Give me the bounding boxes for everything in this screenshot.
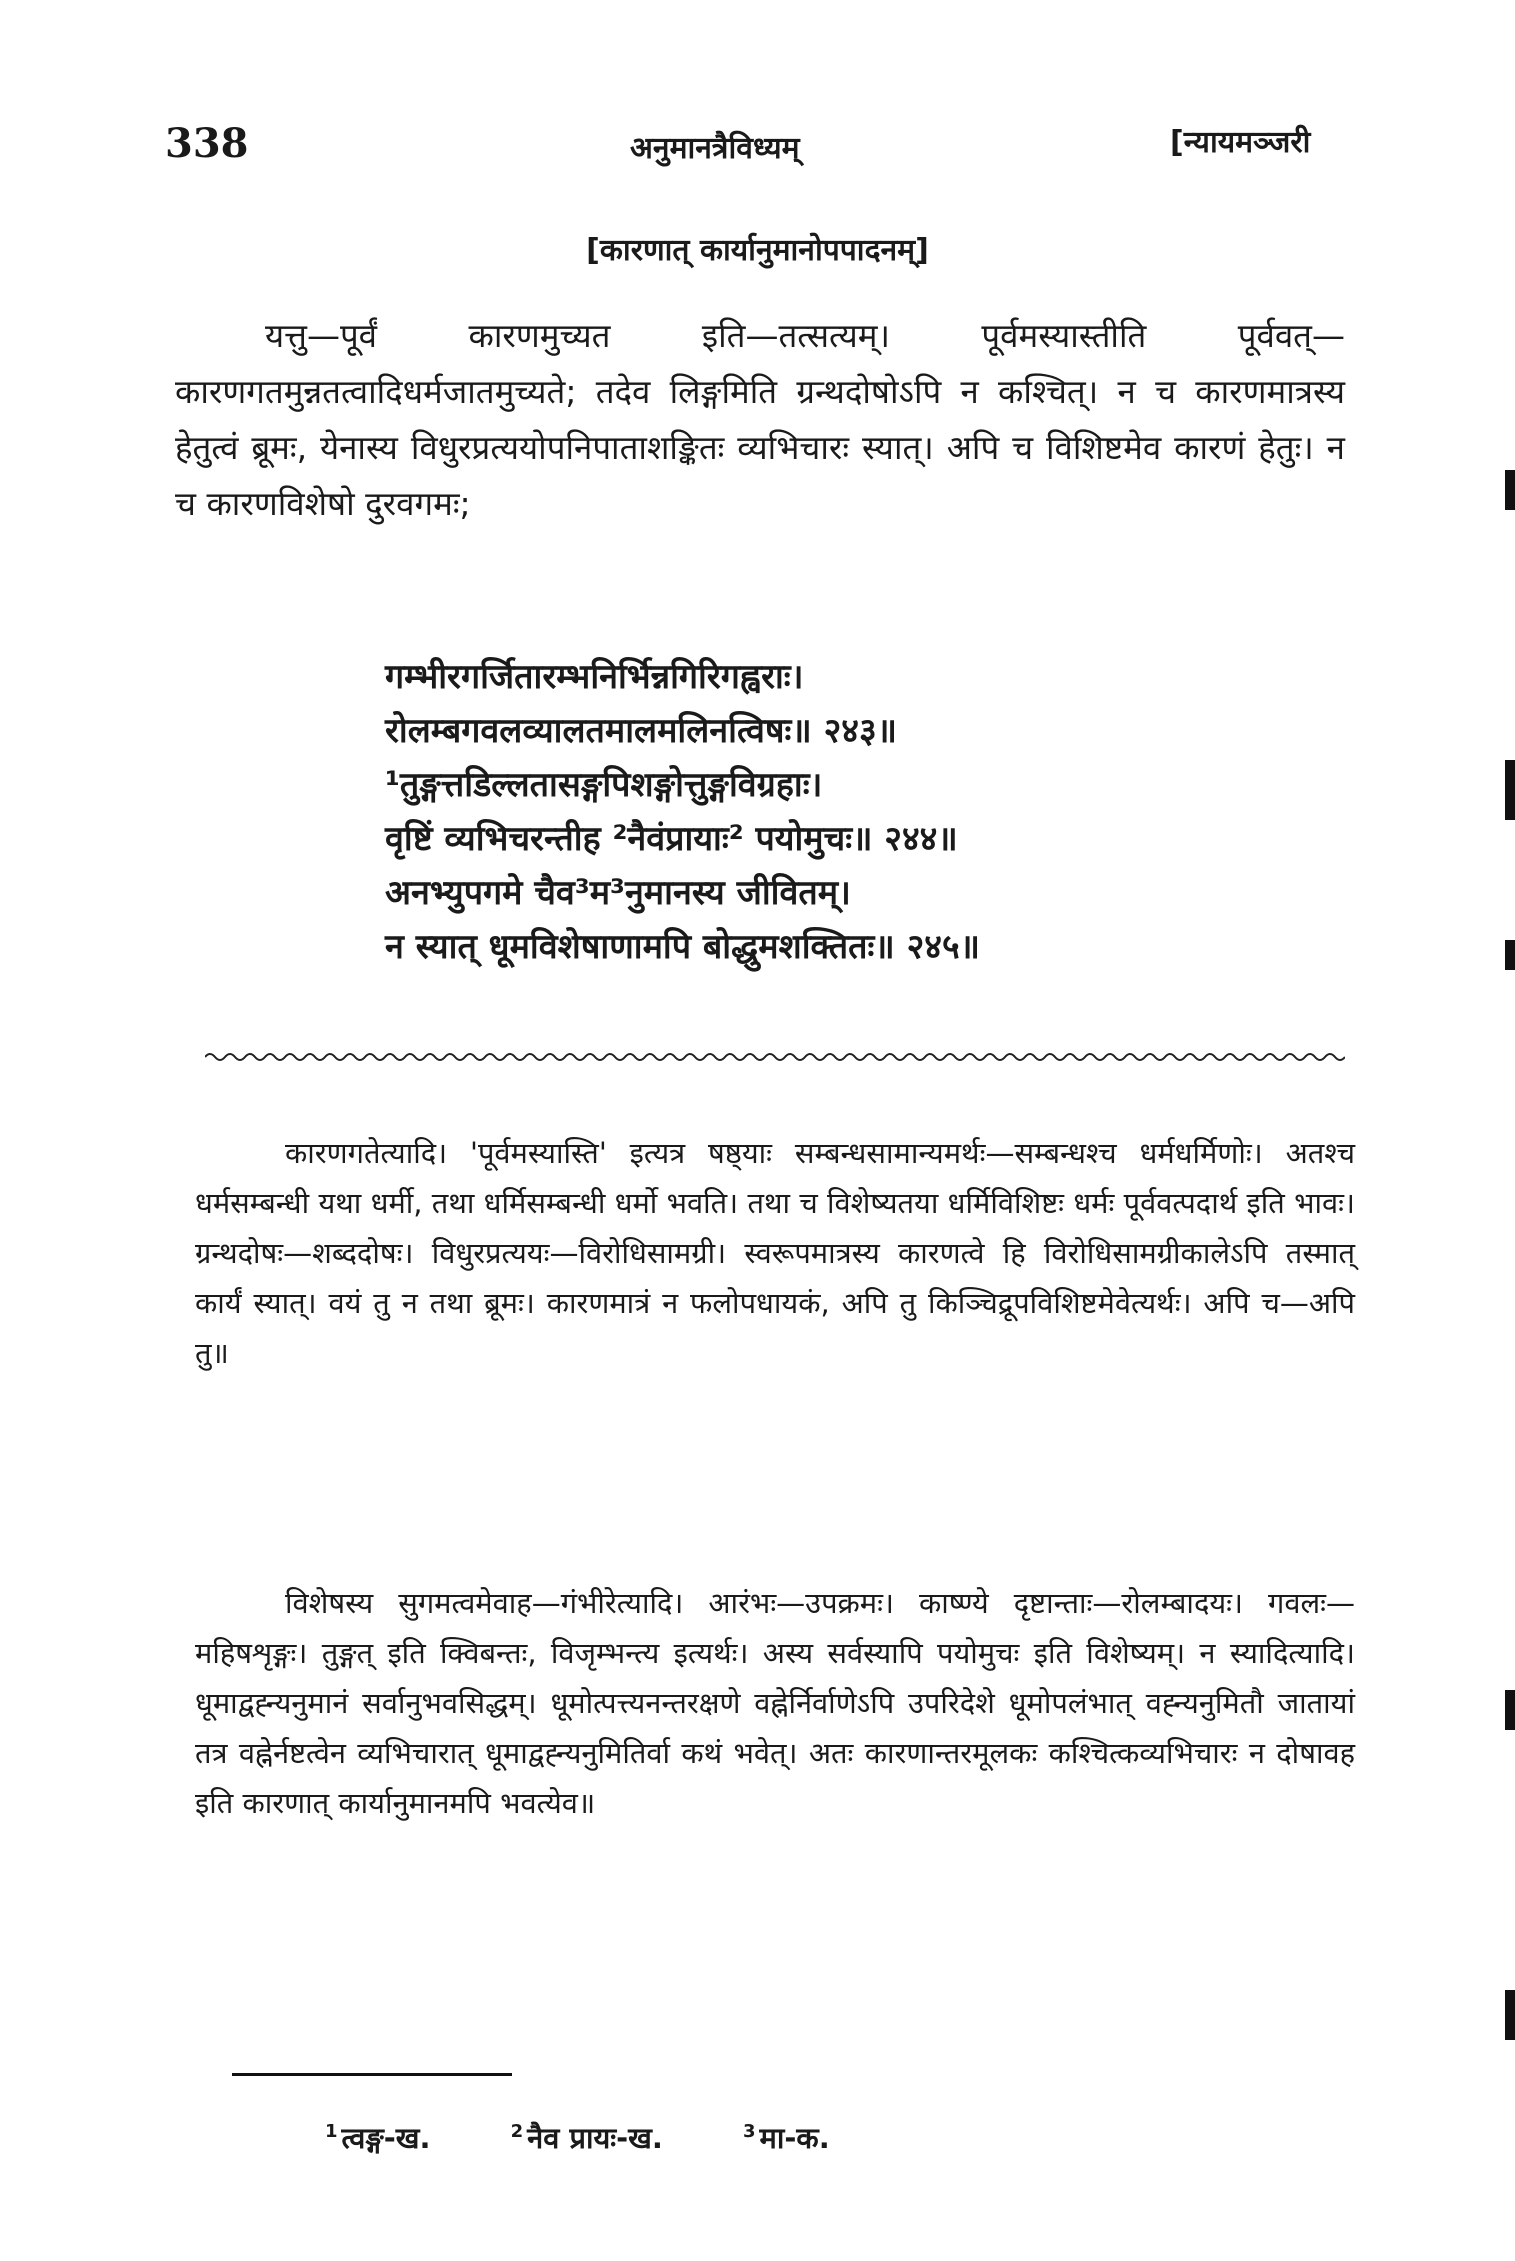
page-header [0,120,1515,180]
scan-edge-mark [1505,470,1515,510]
commentary-paragraph [195,1128,1355,1378]
section-heading: [कारणात् कार्यानुमानोपपादनम्] [586,233,929,268]
scan-edge-mark [1505,1690,1515,1730]
verse-block [385,650,1345,974]
scan-edge-mark [1505,760,1515,820]
verse-line: रोलम्बगवलव्यालतमालमलिनत्विषः॥ २४३॥ [385,711,898,751]
footnote-rule [232,2073,512,2076]
scan-edge-mark [1505,1990,1515,2040]
verse-line: अनभ्युपगमे चैव³म³नुमानस्य जीवितम्। [385,873,851,913]
running-title: अनुमानत्रैविध्यम् [630,131,800,166]
verse-line: ¹तुङ्गत्तडिल्लतासङ्गपिशङ्गोत्तुङ्गविग्रहाः। [385,765,823,805]
main-text-paragraph [175,308,1345,532]
page-number: 338 [165,120,249,167]
footnote: $^1$ त्वङ्ग-ख. [325,2121,431,2155]
commentary-text: विशेषस्य सुगमत्वमेवाह—गंभीरेत्यादि। आरंभः—उपक्रमः। काष्ण्ये दृष्टान्ताः—रोलम्बादयः। गवलः—महिषशृङ्गः। तुङ्गत् इति क्विबन्तः, विजृम्भन्त्य इत्यर्थः। अस्य सर्वस्यापि पयोमुचः इति विशेष्यम्। न स्यादित्यादि। धूमाद्वह्न्यनुमानं सर्वानुभवसिद्धम्। धूमोत्पत्त्यनन्तरक्षणे वह्नेर्निर्वाणेऽपि उपरिदेशे धूमोपलंभात् वह्न्यनुमितौ जातायां तत्र वह्नेर्नष्टत्वेन व्यभिचारात् धूमाद्वह्न्यनुमितिर्वा कथं भवेत्। अतः कारणान्तरमूलकः कश्चित्कव्यभिचारः न दोषावह इति कारणात् कार्यानुमानमपि भवत्येव॥ [195,1586,1355,1820]
verse-line: न स्यात् धूमविशेषाणामपि बोद्धुमशक्तितः॥ २४५॥ [385,927,980,967]
verse-line: वृष्टिं व्यभिचरन्तीह ²नैवंप्रायाः² पयोमुचः॥ २४४॥ [385,819,958,859]
commentary-text: कारणगतेत्यादि। 'पूर्वमस्यास्ति' इत्यत्र षष्ठ्याः सम्बन्धसामान्यमर्थः—सम्बन्धश्च धर्मधर्मिणोः। अतश्च धर्मसम्बन्धी यथा धर्मी, तथा धर्मिसम्बन्धी धर्मो भवति। तथा च विशेष्यतया धर्मिविशिष्टः धर्मः पूर्ववत्पदार्थ इति भावः। ग्रन्थदोषः—शब्ददोषः। विधुरप्रत्ययः—विरोधिसामग्री। स्वरूपमात्रस्य कारणत्वे हि विरोधिसामग्रीकालेऽपि तस्मात् कार्यं स्यात्। वयं तु न तथा ब्रूमः। कारणमात्रं न फलोपधायकं, अपि तु किञ्चिद्रूपविशिष्टमेवेत्यर्थः। अपि च—अपि तु॥ [195,1136,1355,1370]
footnotes [325,2118,1225,2157]
verse-line: गम्भीरगर्जितारम्भनिर्भिन्नगिरिगह्वराः। [385,657,804,697]
footnote: $^3$ मा-क. [743,2121,830,2155]
book-title: [न्यायमञ्जरी [1170,125,1311,160]
main-text: यत्तु—पूर्वं कारणमुच्यत इति—तत्सत्यम्। पूर्वमस्यास्तीति पूर्ववत्—कारणगतमुन्नतत्वादिधर्मजातमुच्यते; तदेव लिङ्गमिति ग्रन्थदोषोऽपि न कश्चित्। न च कारणमात्रस्य हेतुत्वं ब्रूमः, येनास्य विधुरप्रत्ययोपनिपाताशङ्कितः व्यभिचारः स्यात्। अपि च विशिष्टमेव कारणं हेतुः। न च कारणविशेषो दुरवगमः; [175,316,1345,523]
commentary-paragraph [195,1578,1355,1828]
footnote: $^2$ नैव प्रायः-ख. [510,2121,663,2155]
scan-edge-mark [1505,940,1515,970]
wavy-divider [205,1050,1345,1064]
